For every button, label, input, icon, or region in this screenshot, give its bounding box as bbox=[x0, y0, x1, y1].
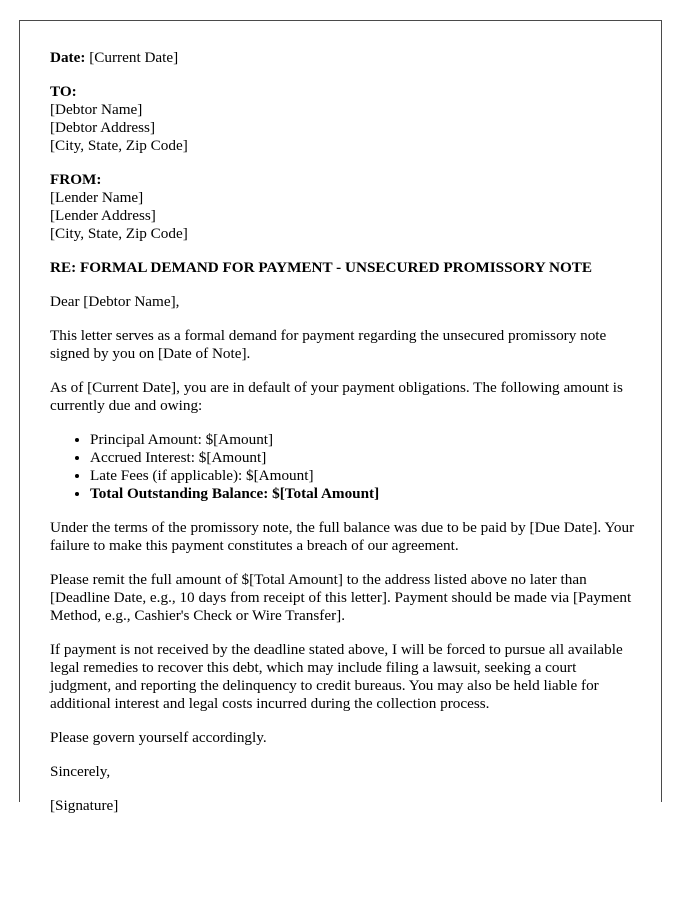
paragraph-remit: Please remit the full amount of $[Total Amount] to the address listed above no later than [Deadline Date, e.g., 10 days from receipt of this letter]. Payment should be made via [Payment Method, e.g., Cashier's Check or Wire Transfer]. bbox=[50, 571, 632, 624]
date-label: Date: bbox=[50, 49, 86, 66]
to-label: TO: bbox=[50, 83, 77, 100]
lender-city-state-zip: [City, State, Zip Code] bbox=[50, 225, 188, 242]
recipient-block bbox=[50, 83, 640, 155]
lender-name: [Lender Name] bbox=[50, 189, 144, 206]
debtor-city-state-zip: [City, State, Zip Code] bbox=[50, 137, 188, 154]
paragraph-govern: Please govern yourself accordingly. bbox=[50, 729, 267, 746]
debtor-address: [Debtor Address] bbox=[50, 119, 156, 136]
paragraph-terms: Under the terms of the promissory note, the full balance was due to be paid by [Due Date]. Your failure to make this payment constitutes a breach of our agreement. bbox=[50, 519, 635, 554]
amounts-list bbox=[50, 431, 640, 503]
list-item-interest: • Accrued Interest: $[Amount] bbox=[90, 449, 640, 467]
paragraph-intro: This letter serves as a formal demand for payment regarding the unsecured promissory note signed by you on [Date of Note]. bbox=[50, 327, 607, 362]
letter-content bbox=[50, 49, 640, 815]
signature-placeholder: [Signature] bbox=[50, 797, 119, 814]
subject-line: RE: FORMAL DEMAND FOR PAYMENT - UNSECURED PROMISSORY NOTE bbox=[50, 259, 593, 276]
debtor-name: [Debtor Name] bbox=[50, 101, 143, 118]
date-value: [Current Date] bbox=[89, 49, 179, 66]
paragraph-warning: If payment is not received by the deadline stated above, I will be forced to pursue all available legal remedies to recover this debt, which may include filing a lawsuit, seeking a court judgment, and reporting the delinquency to credit bureaus. You may also be held liable for additional interest and legal costs incurred during the collection process. bbox=[50, 641, 623, 712]
salutation: Dear [Debtor Name], bbox=[50, 293, 180, 310]
lender-address: [Lender Address] bbox=[50, 207, 156, 224]
closing: Sincerely, bbox=[50, 763, 111, 780]
list-item-late-fees: • Late Fees (if applicable): $[Amount] bbox=[90, 467, 640, 485]
date-line bbox=[50, 49, 640, 67]
list-item-principal: • Principal Amount: $[Amount] bbox=[90, 431, 640, 449]
paragraph-default: As of [Current Date], you are in default of your payment obligations. The following amount is currently due and owing: bbox=[50, 379, 623, 414]
from-label: FROM: bbox=[50, 171, 102, 188]
sender-block bbox=[50, 171, 640, 243]
list-item-total: • Total Outstanding Balance: $[Total Amount] bbox=[90, 485, 640, 503]
letter-page bbox=[19, 20, 662, 814]
